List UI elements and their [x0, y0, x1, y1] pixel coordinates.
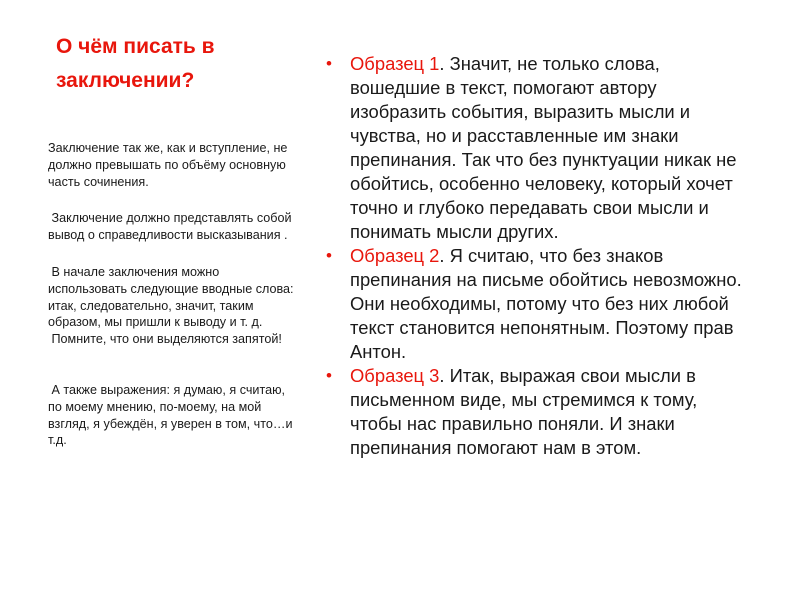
samples-column: [326, 52, 746, 460]
sample-item: [326, 364, 746, 460]
sample-label: Образец 2: [350, 245, 440, 266]
bullet-icon: •: [326, 54, 332, 73]
sample-text: . Итак, выражая свои мысли в письменном виде, мы стремимся к тому, чтобы нас правильно поняли. И знаки препинания помогают нам в этом.: [350, 365, 698, 458]
sample-label: Образец 3: [350, 365, 440, 386]
note-expressions: А также выражения: я думаю, я считаю, по моему мнению, по-моему, на мой взгляд, я убеждён, я уверен в том, что…и т.д.: [48, 382, 297, 448]
left-column: [48, 30, 298, 469]
sample-text: . Значит, не только слова, вошедшие в текст, помогают автору изобразить события, выразить мысли и чувства, но и расставленные им знаки препинания. Так что без пунктуации никак не обойтись, особенно человеку, который хочет точно и глубоко передавать свои мысли и понимать мысли других.: [350, 53, 737, 242]
note-conclusion: Заключение должно представлять собой вывод о справедливости высказывания .: [48, 211, 296, 243]
sample-text: . Я считаю, что без знаков препинания на письме обойтись невозможно. Они необходимы, потому что без них любой текст становится непонятным. Поэтому прав Антон.: [350, 245, 742, 362]
slide-title: О чём писать в заключении?: [56, 35, 215, 92]
sample-item: [326, 52, 746, 244]
sample-label: Образец 1: [350, 53, 440, 74]
notes-block: [48, 140, 298, 449]
bullet-icon: •: [326, 366, 332, 385]
sample-item: [326, 244, 746, 364]
note-intro-words: В начале заключения можно использовать следующие вводные слова: итак, следовательно, значит, таким образом, мы пришли к выводу и т. д.: [48, 264, 298, 330]
bullet-icon: •: [326, 246, 332, 265]
note-comma: Помните, что они выделяются запятой!: [48, 332, 282, 347]
note-length: Заключение так же, как и вступление, не должно превышать по объёму основную часть сочинения.: [48, 141, 291, 189]
